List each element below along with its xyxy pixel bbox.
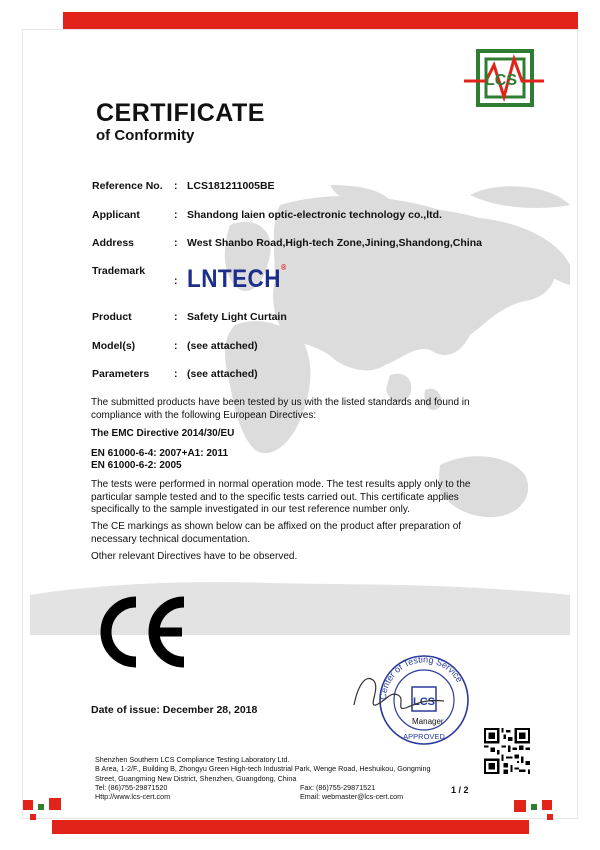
qr-code <box>484 728 530 774</box>
footer-line-1: Shenzhen Southern LCS Compliance Testing Laboratory Ltd. <box>95 755 290 764</box>
decor-square <box>23 800 33 810</box>
decor-square <box>547 814 553 820</box>
field-value: (see attached) <box>187 368 258 380</box>
certificate-title: CERTIFICATE <box>96 99 265 127</box>
logo-text: LCS <box>485 72 517 89</box>
page-number: 1 / 2 <box>451 785 469 795</box>
standard-line-2: EN 61000-6-2: 2005 <box>91 460 182 471</box>
field-colon: : <box>174 180 178 192</box>
trademark-logo <box>187 265 287 294</box>
footer-line-2: B Area, 1-2/F., Building B, Zhongyu Green High-tech Industrial Park, Wenge Road, Heshuikou, Gongming <box>95 764 431 774</box>
field-label: Trademark <box>92 265 146 277</box>
field-label: Applicant <box>92 209 140 221</box>
other-directives-paragraph: Other relevant Directives have to be observed. <box>91 551 298 562</box>
field-label: Model(s) <box>92 340 136 352</box>
intro-paragraph: The submitted products have been tested by us with the listed standards and found in compliance with the following European Directives: <box>91 397 470 421</box>
field-colon: : <box>174 368 178 380</box>
footer-email: Email: webmaster@lcs-cert.com <box>300 792 404 802</box>
top-red-bar <box>63 12 578 29</box>
lcs-logo <box>464 49 544 109</box>
date-of-issue: Date of issue: December 28, 2018 <box>91 704 258 716</box>
footer-web: Http://www.lcs-cert.com <box>95 792 171 802</box>
field-colon: : <box>174 311 178 323</box>
field-colon: : <box>174 340 178 352</box>
certificate-subtitle: of Conformity <box>96 127 195 144</box>
footer-line-3: Street, Guangming New District, Shenzhen, Guangdong, China <box>95 773 297 783</box>
footer-web-row <box>95 792 430 801</box>
footer-tel: Tel: (86)755-29871520 <box>95 782 168 792</box>
field-value: Shandong laien optic-electronic technology co.,ltd. <box>187 209 442 221</box>
field-colon: : <box>174 237 178 249</box>
field-label: Parameters <box>92 368 150 380</box>
field-value: LCS181211005BE <box>187 180 275 192</box>
footer-phone-row <box>95 783 430 792</box>
field-value: (see attached) <box>187 340 258 352</box>
manager-label: Manager <box>412 717 444 726</box>
seal-center-text: LCS <box>413 696 435 708</box>
ce-note-paragraph: The CE markings as shown below can be affixed on the product after preparation of necessary technical documentation. <box>91 521 462 545</box>
decor-square <box>30 814 36 820</box>
decor-square <box>514 800 526 812</box>
field-value: West Shanbo Road,High-tech Zone,Jining,Shandong,China <box>187 237 482 249</box>
seal-ring-text: Center of Testing Service <box>377 655 465 701</box>
field-colon: : <box>174 275 178 287</box>
field-label: Reference No. <box>92 180 163 192</box>
decor-square <box>542 800 552 810</box>
footer-fax: Fax: (86)755-29871521 <box>300 782 376 792</box>
field-label: Address <box>92 237 135 249</box>
bottom-red-bar <box>52 820 529 834</box>
trademark-text: LNTECH <box>187 265 281 293</box>
decor-square <box>531 804 537 810</box>
lab-address-footer <box>95 755 430 801</box>
tests-paragraph: The tests were performed in normal operation mode. The test results apply only to the particular sample tested and to the specific tests carried out. This certificate applies specifically to the sample investigated in our test reference number only. <box>91 479 471 515</box>
field-label: Product <box>92 311 132 323</box>
field-colon: : <box>174 209 178 221</box>
seal-approved-text: APPROVED <box>403 732 445 741</box>
ce-mark <box>92 596 192 668</box>
field-value: Safety Light Curtain <box>187 311 287 323</box>
standard-line-1: EN 61000-6-4: 2007+A1: 2011 <box>91 448 229 459</box>
directive-line: The EMC Directive 2014/30/EU <box>91 428 235 439</box>
decor-square <box>38 804 44 810</box>
registered-mark: ® <box>280 263 287 272</box>
decor-square <box>49 798 61 810</box>
approval-seal <box>346 655 471 745</box>
